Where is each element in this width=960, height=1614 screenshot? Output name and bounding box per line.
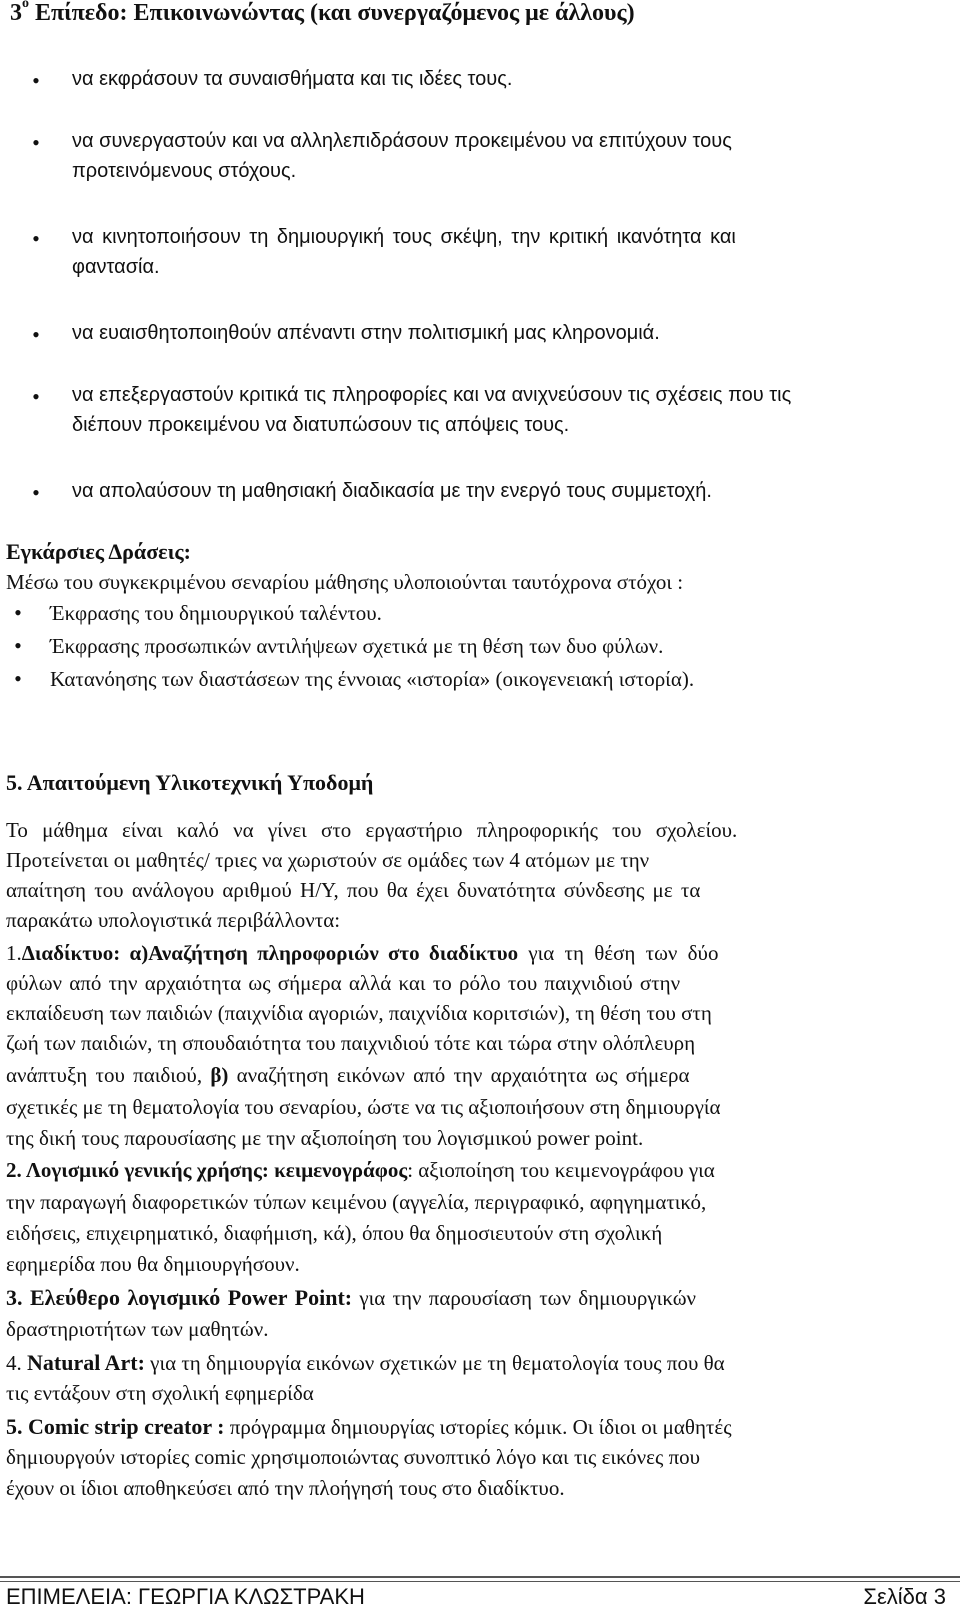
objective-line: φαντασία. — [72, 256, 160, 278]
footer-author: ΕΠΙΜΕΛΕΙΑ: ΓΕΩΡΓΙΑ ΚΛΩΣΤΡΑΚΗ — [6, 1584, 365, 1609]
section-intro-line: απαίτηση του ανάλογου αριθμού Η/Υ, που θα έχει δυνατότητα σύνδεσης με τα — [6, 878, 701, 902]
footer-divider — [0, 1581, 960, 1582]
resource-line: τις εντάξουν στη σχολική εφημερίδα — [6, 1381, 314, 1405]
resource-line: ειδήσεις, επιχειρηματικό, διαφήμιση, κά), όπου θα δημοσιευτούν στη σχολική — [6, 1221, 663, 1245]
cross-action-item: Κατανόησης των διαστάσεων της έννοιας «ιστορία» (οικογενειακή ιστορία). — [50, 667, 695, 691]
bullet-icon: • — [14, 666, 22, 691]
bullet-icon: • — [14, 600, 22, 625]
objective-item — [72, 126, 930, 157]
bullet-icon: • — [32, 130, 40, 155]
bullet-icon: • — [32, 226, 40, 251]
resource-line: δραστηριοτήτων των μαθητών. — [6, 1317, 269, 1341]
resource-item-comic-creator: 5. Comic strip creator : πρόγραμμα δημιουργίας ιστορίες κόμικ. Οι ίδιοι οι μαθητές — [6, 1414, 732, 1439]
cross-actions-intro: Μέσω του συγκεκριμένου σεναρίου μάθησης υλοποιούνται ταυτόχρονα στόχοι : — [6, 570, 684, 594]
bullet-icon: • — [32, 68, 40, 93]
objective-item: να εκφράσουν τα συναισθήματα και τις ιδέες τους. — [72, 68, 513, 90]
level-heading — [10, 0, 635, 27]
cross-actions-title: Εγκάρσιες Δράσεις: — [6, 539, 191, 564]
footer-page-number: Σελίδα 3 — [863, 1584, 946, 1609]
resource-item-natural-art: 4. Natural Art: για τη δημιουργία εικόνων σχετικών με τη θεματολογία τους που θα — [6, 1350, 725, 1375]
bullet-icon: • — [32, 480, 40, 505]
resource-line: εκπαίδευση των παιδιών (παιχνίδια αγοριών, παιχνίδια κοριτσιών), τη θέση του στη — [6, 1001, 712, 1025]
section-intro-line: Το μάθημα είναι καλό να γίνει στο εργαστήριο πληροφορικής του σχολείου. — [6, 818, 738, 842]
level-ordinal: ο — [22, 0, 29, 11]
section-intro-line: παρακάτω υπολογιστικά περιβάλλοντα: — [6, 908, 341, 932]
bullet-icon: • — [32, 322, 40, 347]
objective-item: να κινητοποιήσουν τη δημιουργική τους σκέψη, την κριτική ικανότητα και — [72, 226, 736, 248]
objective-line: προτεινόμενους στόχους. — [72, 160, 297, 182]
bullet-icon: • — [14, 633, 22, 658]
footer-divider — [0, 1576, 960, 1578]
section-title: 5. Απαιτούμενη Υλικοτεχνική Υποδομή — [6, 770, 374, 795]
objective-item: να επεξεργαστούν κριτικά τις πληροφορίες και να ανιχνεύσουν τις σχέσεις που τις — [72, 384, 792, 406]
objective-item: να απολαύσουν τη μαθησιακή διαδικασία με την ενεργό τους συμμετοχή. — [72, 480, 712, 502]
level-number: 3 — [10, 0, 22, 26]
resource-line: έχουν οι ίδιοι αποθηκεύσει από την πλοήγησή τους στο διαδίκτυο. — [6, 1476, 565, 1500]
bullet-icon: • — [32, 384, 40, 409]
resource-line: ανάπτυξη του παιδιού, β) αναζήτηση εικόνων από την αρχαιότητα ως σήμερα — [6, 1063, 690, 1087]
resource-line: της δική τους παρουσίασης με την αξιοποίηση του λογισμικού power point. — [6, 1126, 644, 1150]
cross-action-item: Έκφρασης προσωπικών αντιλήψεων σχετικά με τη θέση των δυο φύλων. — [50, 634, 664, 658]
resource-item-internet: 1.Διαδίκτυο: α)Αναζήτηση πληροφοριών στο διαδίκτυο για τη θέση των δύο — [6, 941, 719, 965]
resource-line: την παραγωγή διαφορετικών τύπων κειμένου (αγγελία, περιγραφικό, αφηγηματικό, — [6, 1190, 707, 1214]
resource-line: εφημερίδα που θα δημιουργήσουν. — [6, 1252, 300, 1276]
resource-line: ζωή των παιδιών, τη σπουδαιότητα του παιχνιδιού τότε και τώρα στην ολόπλευρη — [6, 1031, 696, 1055]
section-intro-line: Προτείνεται οι μαθητές/ τριες να χωριστούν σε ομάδες των 4 ατόμων με την — [6, 848, 650, 872]
objective-line: να συνεργαστούν και να αλληλεπιδράσουν προκειμένου να επιτύχουν τους — [72, 130, 732, 152]
resource-line: δημιουργούν ιστορίες comic χρησιμοποιώντας συνοπτικό λόγο και τις εικόνες που — [6, 1445, 701, 1469]
resource-item-powerpoint: 3. Ελεύθερο λογισμικό Power Point: για την παρουσίαση των δημιουργικών — [6, 1285, 697, 1310]
resource-item-wordprocessor: 2. Λογισμικό γενικής χρήσης: κειμενογράφος: αξιοποίηση του κειμενογράφου για — [6, 1158, 715, 1182]
cross-action-item: Έκφρασης του δημιουργικού ταλέντου. — [50, 601, 382, 625]
resource-line: σχετικές με τη θεματολογία του σεναρίου, ώστε να τις αξιοποιήσουν στη δημιουργία — [6, 1095, 721, 1119]
objective-line: διέπουν προκειμένου να διατυπώσουν τις απόψεις τους. — [72, 414, 570, 436]
level-heading-text: Επίπεδο: Επικοινωνώντας (και συνεργαζόμενος με άλλους) — [29, 0, 635, 26]
objective-item: να ευαισθητοποιηθούν απέναντι στην πολιτισμική μας κληρονομιά. — [72, 322, 660, 344]
resource-line: φύλων από την αρχαιότητα ως σήμερα αλλά και το ρόλο του παιχνιδιού στην — [6, 971, 681, 995]
